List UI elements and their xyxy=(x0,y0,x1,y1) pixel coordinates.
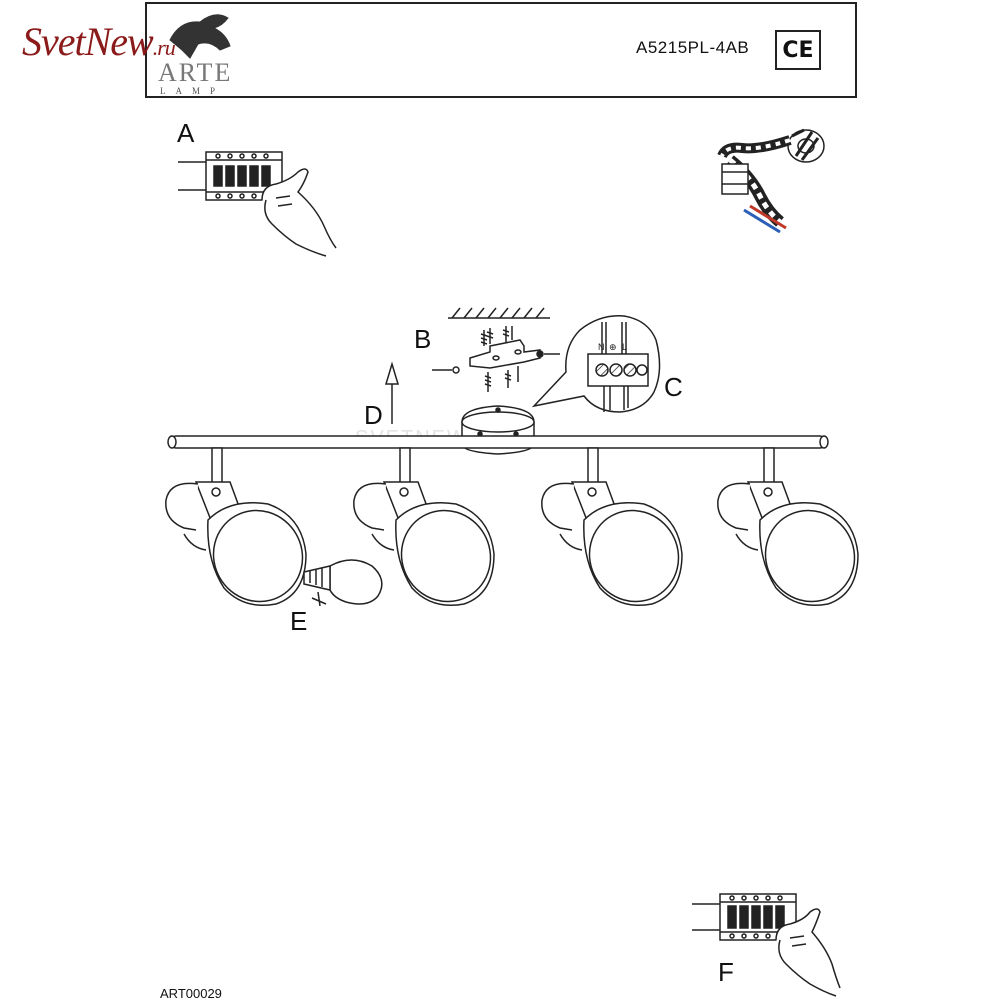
light-bulb-icon xyxy=(304,560,382,606)
ce-mark: CE xyxy=(775,30,821,70)
arte-logo-text: ARTE xyxy=(158,58,233,87)
brand-logo: SvetNew.ru xyxy=(22,19,175,64)
label-c: C xyxy=(664,372,683,402)
label-b: B xyxy=(414,324,432,354)
ceiling-surface xyxy=(448,308,550,318)
spotlight-3-icon xyxy=(542,448,695,618)
lamp-logo-text: LAMP xyxy=(160,86,226,96)
insulation-tape-icon xyxy=(722,130,824,232)
terminal-mark-l: L xyxy=(622,342,628,352)
spotlight-1-icon xyxy=(166,448,319,618)
arrow-up-icon xyxy=(386,364,398,424)
mounting-bracket-icon xyxy=(470,340,540,368)
document-code: ART00029 xyxy=(160,986,222,1001)
model-number: A5215PL-4AB xyxy=(636,38,750,57)
label-f: F xyxy=(718,957,734,987)
griffin-logo-icon xyxy=(170,15,230,58)
label-d: D xyxy=(364,400,383,430)
terminal-mark-earth: ⊕ xyxy=(609,343,617,353)
terminal-detail-c-icon xyxy=(534,316,660,412)
label-a: A xyxy=(177,118,195,148)
label-e: E xyxy=(290,606,308,636)
main-bar-icon xyxy=(168,436,828,448)
spotlight-4-icon xyxy=(718,448,871,618)
terminal-mark-n: N xyxy=(598,342,605,352)
